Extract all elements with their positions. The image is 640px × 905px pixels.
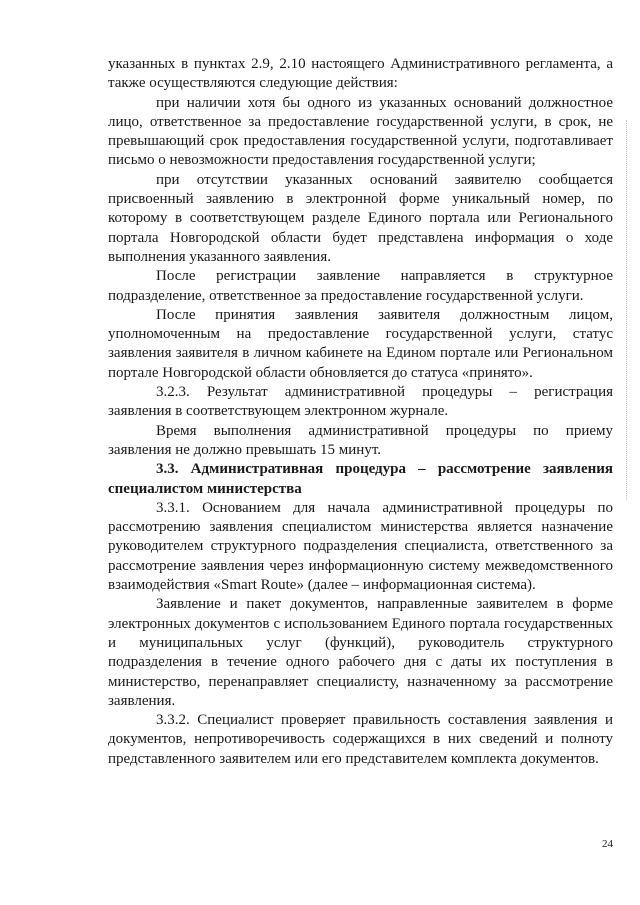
paragraph-3-3-1: 3.3.1. Основанием для начала административной процедуры по рассмотрению заявления специалистом министерства является назначение руководителем структурного подразделения специалиста, ответственного за рассмотрение заявления через информационную систему межведомственного взаимодействия «Smart Route» (далее – информационная система). — [108, 499, 613, 594]
paragraph-documents-package: Заявление и пакет документов, направленные заявителем в форме электронных документов с использованием Единого портала государственных и муниципальных услуг (функций), руководитель структурного подразделения в течение одного рабочего дня с даты их поступления в министерство, перенаправляет специалисту, назначенному за рассмотрение заявления. — [108, 596, 613, 709]
scan-edge-mark — [626, 120, 628, 500]
section-heading-3-3: 3.3. Административная процедура – рассмотрение заявления специалистом министерства — [108, 461, 613, 497]
page-number: 24 — [602, 838, 613, 850]
paragraph-continuation: указанных в пунктах 2.9, 2.10 настоящего Административного регламента, а также осуществляются следующие действия: — [108, 56, 613, 92]
paragraph-3-2-3: 3.2.3. Результат административной процедуры – регистрация заявления в соответствующем электронном журнале. — [108, 384, 613, 420]
paragraph-grounds-present: при наличии хотя бы одного из указанных оснований должностное лицо, ответственное за предоставление государственной услуги, в срок, не превышающий срок предоставления государственной услуги, подготавливает письмо о невозможности предоставления государственной услуги; — [108, 94, 613, 169]
paragraph-time-limit: Время выполнения административной процедуры по приему заявления не должно превышать 15 минут. — [108, 422, 613, 458]
paragraph-3-3-2: 3.3.2. Специалист проверяет правильность составления заявления и документов, непротиворечивость содержащихся в них сведений и полноту представленного заявителем или его представителем комплекта документов. — [108, 712, 613, 767]
paragraph-after-registration: После регистрации заявление направляется в структурное подразделение, ответственное за предоставление государственной услуги. — [108, 268, 613, 304]
document-body — [108, 55, 613, 769]
paragraph-after-acceptance: После принятия заявления заявителя должностным лицом, уполномоченным на предоставление государственной услуги, статус заявления заявителя в личном кабинете на Едином портале или Региональном портале Новгородской области обновляется до статуса «принято». — [108, 306, 613, 381]
paragraph-grounds-absent: при отсутствии указанных оснований заявителю сообщается присвоенный заявлению в электронной форме уникальный номер, по которому в соответствующем разделе Единого портала или Регионального портала Новгородской области будет представлена информация о ходе выполнения указанного заявления. — [108, 171, 613, 265]
